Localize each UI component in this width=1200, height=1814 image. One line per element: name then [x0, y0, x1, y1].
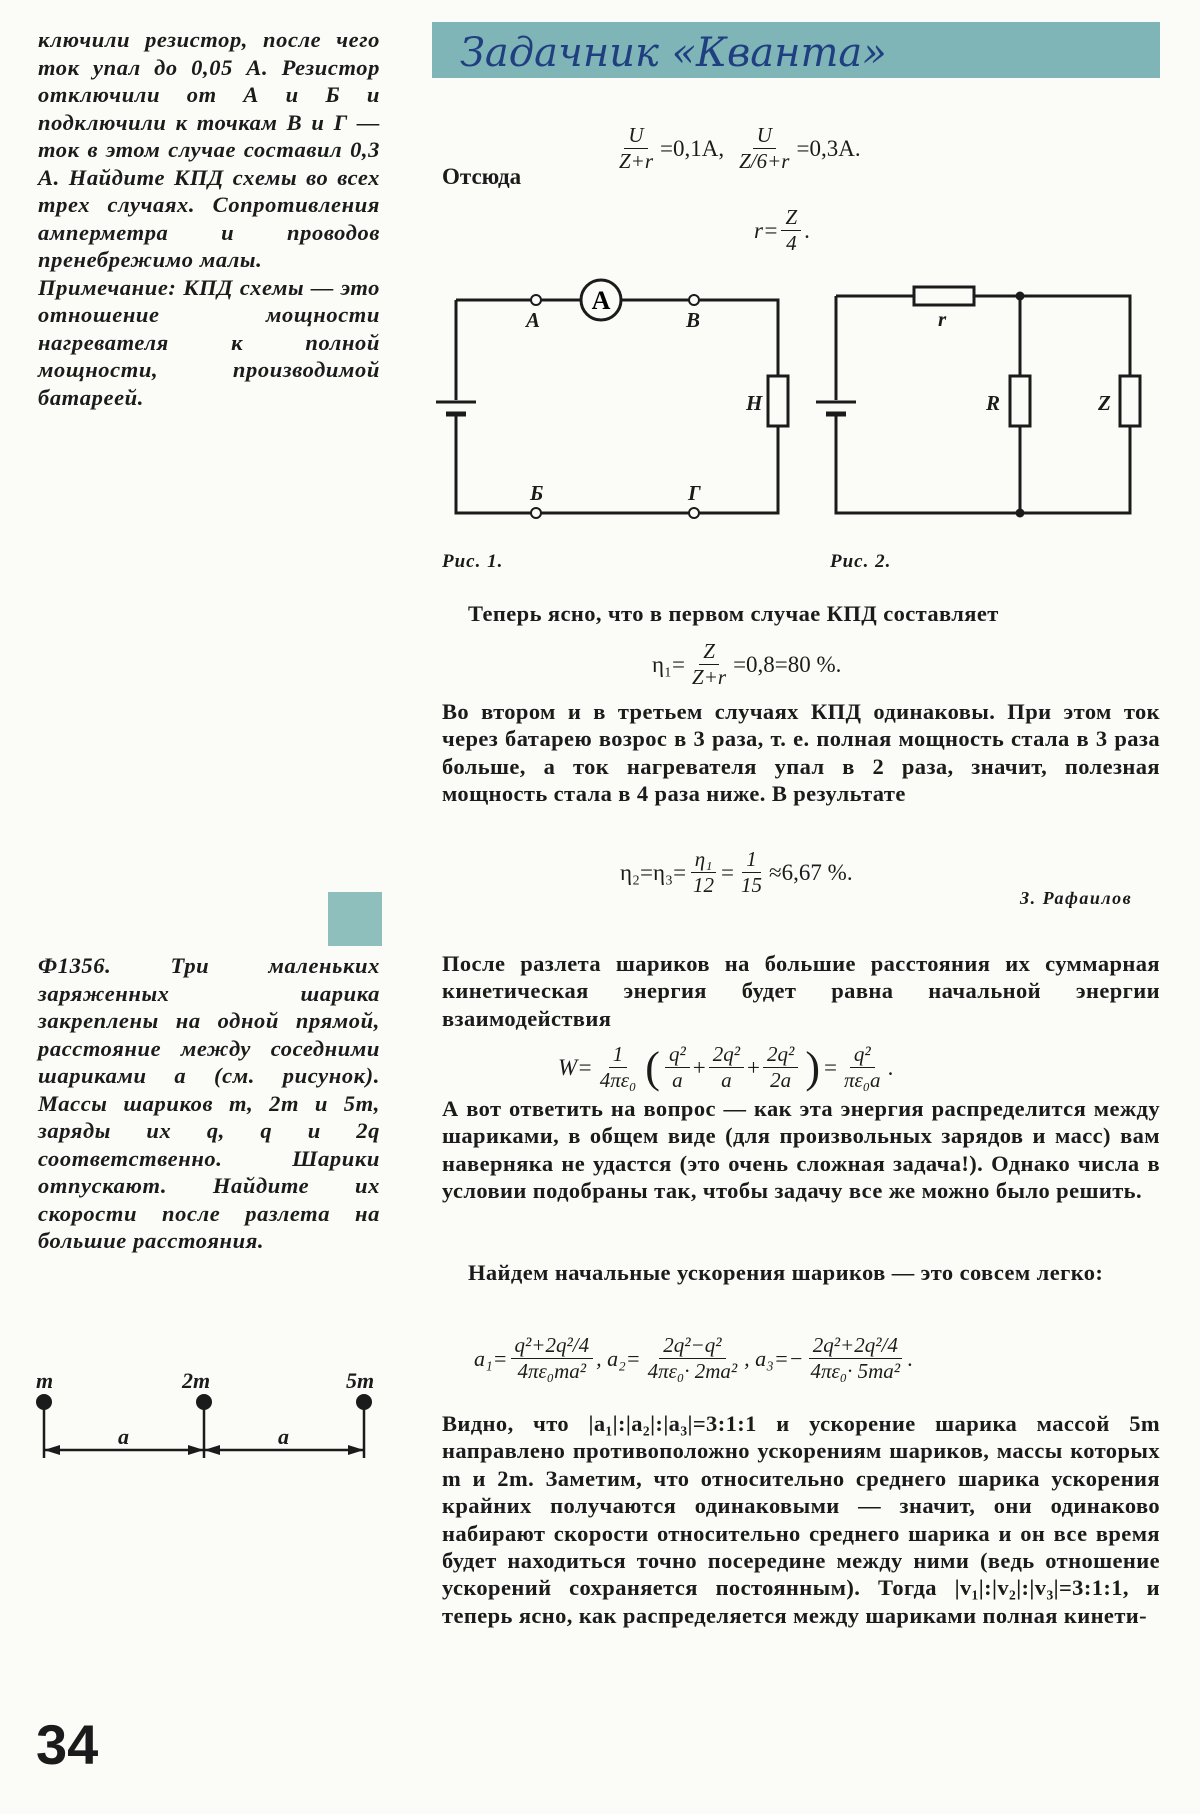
frac-num: 1 [742, 848, 761, 873]
frac-den: Z+r [619, 149, 654, 173]
formula-energy [558, 1043, 893, 1092]
wire-right-bottom [456, 415, 778, 513]
ammeter-label: A [591, 286, 611, 315]
formula-eta23 [620, 848, 853, 897]
frac-den: 4 [786, 231, 797, 255]
label-b: В [686, 308, 701, 332]
frac-den: πε₀a [843, 1068, 881, 1092]
frac-num: q² [850, 1043, 875, 1068]
left-column-problem-text [38, 26, 380, 411]
frac-den: 4πε₀ [599, 1068, 637, 1092]
page-number: 34 [36, 1713, 99, 1776]
solution-2-paragraph-3: Найдем начальные ускорения шариков — это совсем легко: [468, 1260, 1104, 1285]
frac-q2-over-pie0a [840, 1043, 885, 1092]
ball-3 [356, 1394, 372, 1410]
label-a: А [526, 308, 541, 332]
frac-num: 2q²+2q²/4 [809, 1334, 902, 1359]
frac-den: Z/6+r [739, 149, 790, 173]
label-a2: a [278, 1424, 289, 1449]
resistor-Z [1120, 376, 1140, 426]
energy-end: . [887, 1054, 894, 1080]
label-bb: Б [530, 481, 544, 505]
frac-eta1-over-12 [689, 848, 718, 897]
heater-resistor [768, 376, 788, 426]
problem-f1356 [38, 952, 380, 1255]
frac-u-over-zr [615, 124, 657, 173]
frac-num: 1 [609, 1043, 628, 1068]
banner-title: Задачник «Кванта» [460, 30, 887, 76]
resistor-R [1010, 376, 1030, 426]
frac-num: 2q²−q² [659, 1334, 725, 1359]
frac-a1 [511, 1334, 594, 1383]
paren-close: ) [805, 1042, 820, 1092]
label-m1: m [36, 1368, 54, 1393]
terminals [531, 295, 699, 518]
frac-num: η₁ [691, 848, 717, 873]
frac-2q2-over-2a [763, 1043, 798, 1092]
formula-accelerations [474, 1334, 913, 1383]
frac-1-over-4pie0 [596, 1043, 641, 1092]
r-lhs: r= [754, 217, 779, 243]
balls-figure [30, 1366, 390, 1476]
solution-2-paragraph-1: После разлета шариков на большие расстояния их суммарная кинетическая энергия будет равна начальной энергии взаимодействия [442, 951, 1160, 1031]
label-m3: 5m [346, 1368, 375, 1393]
frac-den: 12 [693, 873, 715, 897]
arrow-head [188, 1445, 204, 1455]
paren-open: ( [645, 1042, 660, 1092]
plus-sign: + [692, 1054, 706, 1080]
arrow-head [44, 1445, 60, 1455]
battery-symbol [436, 402, 476, 414]
frac-num: q²+2q²/4 [511, 1334, 594, 1359]
accel-end: . [907, 1345, 913, 1371]
frac-q2-over-a [665, 1043, 690, 1092]
formula-value: =0,1А, [660, 135, 725, 161]
formula-r [754, 206, 810, 255]
arrow-head [348, 1445, 364, 1455]
frac-2q2-over-a [709, 1043, 744, 1092]
header-banner [432, 22, 1160, 78]
eta23-lhs: η₂=η₃= [620, 859, 687, 885]
energy-lhs: W= [558, 1054, 593, 1080]
formula-eta1 [652, 640, 841, 689]
ball-1 [36, 1394, 52, 1410]
label-r: r [938, 307, 947, 331]
eta1-lhs: η₁= [652, 651, 686, 677]
internal-resistor-r [914, 287, 974, 305]
formula-value: =0,3А. [796, 135, 861, 161]
label-Z: Z [1098, 391, 1111, 415]
plus-sign: + [747, 1054, 761, 1080]
frac-den: a [721, 1068, 732, 1092]
label-R: R [986, 391, 1001, 415]
problem-title: Ф1356. [38, 953, 112, 978]
fig2-caption: Рис. 2. [830, 551, 892, 572]
solution-2-paragraph-4: Видно, что |a₁|:|a₂|:|a₃|=3:1:1 и ускорение шарика массой 5m направлено противоположно ускорениям шариков, массы которых m и 2m. Заметим, что относительно среднего шарика ускорения крайних получаются одинаковыми — значит, они одинаково набирают скорости относительно среднего шарика и он все время будет находиться точно посередине между ними (ведь отношение ускорений сохраняется постоянным). Тогда |v₁|:|v₂|:|v₃|=3:1:1, и теперь ясно, как распределяется между шариками полная кинети- [442, 1411, 1160, 1628]
arrow-head [204, 1445, 220, 1455]
frac-den: 15 [741, 873, 763, 897]
solution-1-paragraph-2: Во втором и в третьем случаях КПД одинаковы. При этом ток через батарею возрос в 3 раза, т. е. полная мощность стала в 3 раза больше, а ток нагревателя упал в 2 раза, значит, полезная мощность стала в 4 раза ниже. В результате [442, 699, 1160, 807]
frac-den: 4πε₀ma² [517, 1359, 587, 1383]
a3-lhs: , a₃=− [744, 1345, 804, 1371]
solution-1-paragraph-1: Теперь ясно, что в первом случае КПД составляет [468, 601, 999, 626]
banner-script [432, 22, 1160, 78]
frac-z-over-zr [688, 640, 730, 689]
wire-right-bottom [836, 415, 1130, 513]
left-problem-continuation: ключили резистор, после чего ток упал до 0,05 А. Резистор отключили от А и Б и подключили к точкам В и Г — ток в этом случае составил 0,3 А. Найдите КПД схемы во всех трех случаях. Сопротивления амперметра и проводов пренебрежимо малы. [38, 27, 380, 272]
left-problem-note: Примечание: КПД схемы — это отношение мощности нагревателя к полной мощности, производимой батареей. [38, 274, 380, 410]
formula-lead-text: Отсюда [442, 164, 522, 189]
wire-top-right [974, 296, 1130, 376]
frac-num: 2q² [763, 1043, 798, 1068]
frac-num: 2q² [709, 1043, 744, 1068]
formula-currents [612, 124, 861, 173]
frac-den: 4πε₀· 2ma² [647, 1359, 738, 1383]
frac-u-over-z6r [735, 124, 793, 173]
frac-num: U [624, 124, 647, 149]
battery-symbol [816, 402, 856, 414]
problem-text: Три маленьких заряженных шарика закреплены на одной прямой, расстояние между соседними шариками a (см. рисунок). Массы шариков m, 2m и 5m, заряды их q, q и 2q соответственно. Шарики отпускают. Найдите их скорости после разлета на большие расстояния. [38, 953, 380, 1253]
eta1-rhs: =0,8=80 %. [733, 651, 842, 677]
equals-sign: = [823, 1054, 837, 1080]
circuit-figure-1 [430, 270, 790, 540]
circuit-figure-2 [810, 270, 1160, 540]
a2-lhs: , a₂= [596, 1345, 641, 1371]
frac-num: Z [781, 206, 801, 231]
frac-num: Z [699, 640, 719, 665]
frac-num: q² [665, 1043, 690, 1068]
frac-a3 [807, 1334, 905, 1383]
frac-den: a [672, 1068, 683, 1092]
frac-den: 4πε₀· 5ma² [810, 1359, 901, 1383]
label-a1: a [118, 1424, 129, 1449]
frac-num: U [753, 124, 776, 149]
fig1-caption: Рис. 1. [442, 551, 504, 572]
a1-lhs: a₁= [474, 1345, 508, 1371]
eta23-rhs: ≈6,67 %. [769, 859, 853, 885]
r-end: . [804, 217, 810, 243]
label-m2: 2m [182, 1368, 211, 1393]
frac-z-over-4 [781, 206, 801, 255]
label-heater: Н [746, 391, 763, 415]
frac-1-over-15 [737, 848, 766, 897]
frac-den: 2a [770, 1068, 792, 1092]
label-g: Г [688, 481, 701, 505]
ball-2 [196, 1394, 212, 1410]
ammeter-symbol [581, 280, 621, 320]
frac-den: Z+r [692, 665, 727, 689]
frac-a2 [644, 1334, 742, 1383]
solution-2-paragraph-2: А вот ответить на вопрос — как эта энергия распределится между шариками, в общем виде (для произвольных зарядов и масс) вам наверняка не удастся (это очень сложная задача!). Однако числа в условии подобраны так, чтобы задачу все же можно было решить. [442, 1096, 1160, 1204]
decorative-square [328, 892, 382, 946]
eta23-eq: = [721, 859, 735, 885]
author-signature: З. Рафаилов [1020, 888, 1133, 908]
formula-lead [442, 164, 521, 190]
